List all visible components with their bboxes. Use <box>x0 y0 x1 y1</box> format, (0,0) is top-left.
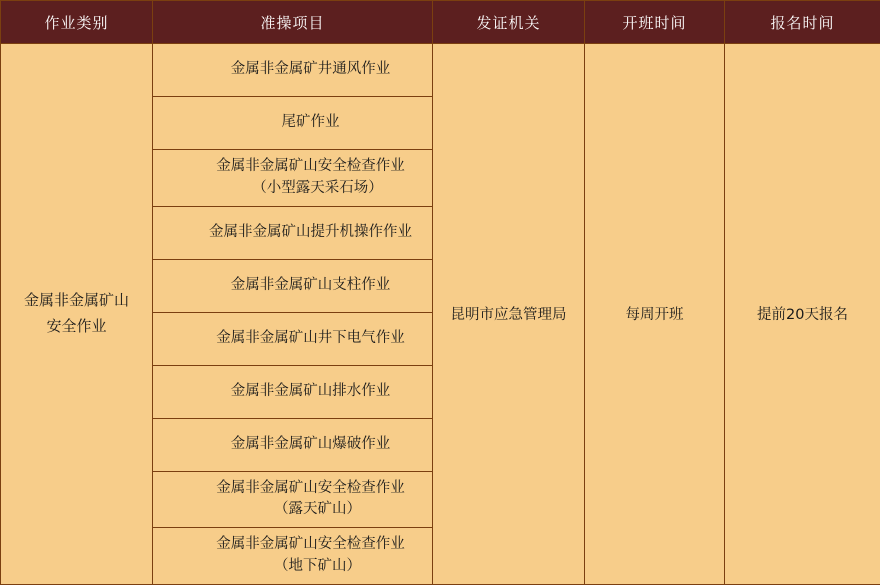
table-header-row <box>1 1 880 44</box>
cell-operation-item <box>153 97 433 150</box>
table-body <box>1 44 880 585</box>
operation-item-text: 金属非金属矿井通风作业 <box>231 61 391 77</box>
table-header <box>1 1 880 44</box>
cell-operation-item <box>153 365 433 418</box>
operation-item-text: 尾矿作业 <box>282 114 340 130</box>
column-header-issuing-authority: 发证机关 <box>433 1 585 44</box>
column-header-category: 作业类别 <box>1 1 153 44</box>
cell-registration-time: 提前20天报名 <box>725 44 880 585</box>
operation-item-text: 金属非金属矿山安全检查作业 <box>216 536 405 552</box>
operation-item-text: 金属非金属矿山安全检查作业 <box>216 158 405 174</box>
cell-issuing-authority: 昆明市应急管理局 <box>433 44 585 585</box>
column-header-registration-time: 报名时间 <box>725 1 880 44</box>
cell-operation-item <box>153 259 433 312</box>
column-header-operation-item: 准操项目 <box>153 1 433 44</box>
cell-operation-item <box>153 150 433 207</box>
operation-item-subtext: （地下矿山） <box>193 556 428 578</box>
operation-item-text: 金属非金属矿山提升机操作作业 <box>209 224 412 240</box>
category-line-2: 安全作业 <box>46 317 106 335</box>
operation-item-text: 金属非金属矿山井下电气作业 <box>216 330 405 346</box>
cell-class-time: 每周开班 <box>585 44 725 585</box>
cell-operation-item <box>153 44 433 97</box>
cell-operation-item <box>153 312 433 365</box>
operation-item-text: 金属非金属矿山排水作业 <box>231 383 391 399</box>
operation-item-subtext: （小型露天采石场） <box>193 178 428 200</box>
category-line-1: 金属非金属矿山 <box>24 291 129 309</box>
cell-category <box>1 44 153 585</box>
operation-item-subtext: （露天矿山） <box>193 499 428 521</box>
cell-operation-item <box>153 528 433 585</box>
cell-operation-item <box>153 471 433 528</box>
table-row <box>1 44 880 97</box>
column-header-class-time: 开班时间 <box>585 1 725 44</box>
operation-item-text: 金属非金属矿山支柱作业 <box>231 277 391 293</box>
cell-operation-item <box>153 206 433 259</box>
operation-item-text: 金属非金属矿山爆破作业 <box>231 436 391 452</box>
operation-item-text: 金属非金属矿山安全检查作业 <box>216 480 405 496</box>
